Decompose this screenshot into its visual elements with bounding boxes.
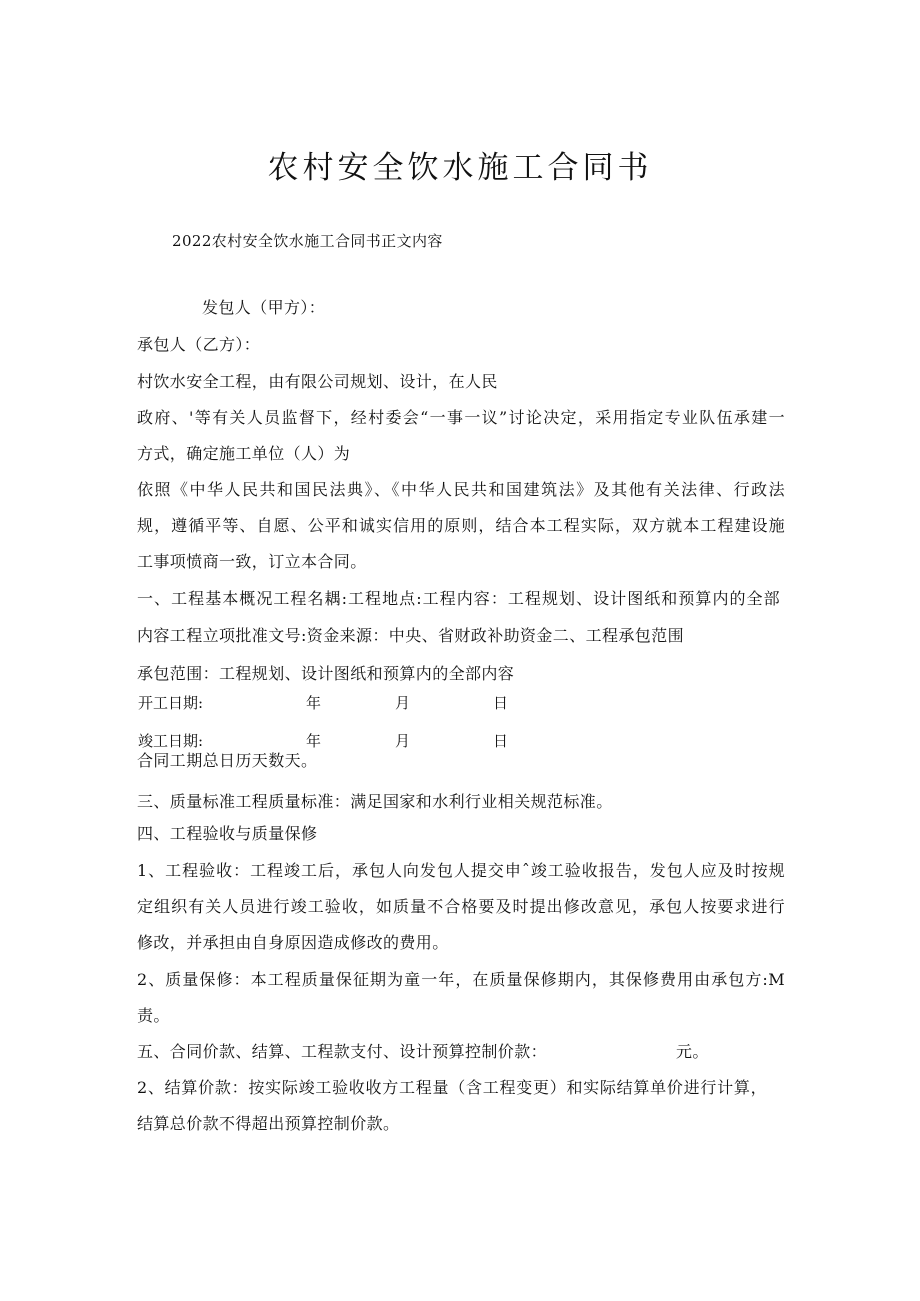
paragraph-line: 工事项愤商一致，订立本合同。 <box>137 552 367 571</box>
document-title: 农村安全饮水施工合同书 <box>267 150 653 186</box>
paragraph-line: 政府、'等有关人员监督下，经村委会“一事一议”讨论决定，采用指定专业队伍承建一 <box>137 408 785 427</box>
price-unit: 元。 <box>676 1042 709 1061</box>
paragraph-line: 修改，并承担由自身原因造成修改的费用。 <box>137 933 449 952</box>
paragraph-line: 合同工期总日历天数天。 <box>137 751 318 770</box>
start-date-month: 月 <box>395 694 411 712</box>
paragraph-line: 依照《中华人民共和国民法典》、《中华人民共和国建筑法》及其他有关法律、行政法 <box>137 480 785 499</box>
party-a-line: 发包人（甲方）： <box>202 298 326 317</box>
end-date-year: 年 <box>306 732 322 750</box>
end-date-day: 日 <box>493 732 509 750</box>
party-b-line: 承包人（乙方）： <box>137 335 261 354</box>
paragraph-line: 方式，确定施工单位（人）为 <box>137 444 351 463</box>
paragraph-line: 1、工程验收：工程竣工后，承包人向发包人提交申ˆ竣工验收报告，发包人应及时按规 <box>137 861 785 880</box>
paragraph-line: 2、质量保修：本工程质量保征期为童一年，在质量保修期内，其保修费用由承包方:M <box>137 970 785 989</box>
document-subtitle: 2022农村安全饮水施工合同书正文内容 <box>172 232 443 250</box>
paragraph-line: 2、结算价款：按实际竣工验收收方工程量（含工程变更）和实际结算单价进行计算， <box>137 1078 767 1097</box>
end-date-month: 月 <box>395 732 411 750</box>
price-line-text: 五、合同价款、结算、工程款支付、设计预算控制价款： <box>137 1042 548 1061</box>
paragraph-line: 村饮水安全工程，由有限公司规划、设计，在人民 <box>137 372 498 391</box>
paragraph-line: 结算总价款不得超出预算控制价款。 <box>137 1114 400 1133</box>
price-line <box>137 1042 709 1062</box>
paragraph-line: 承包范围：工程规划、设计图纸和预算内的全部内容 <box>137 664 515 683</box>
start-date-label: 开工日期: <box>138 694 204 712</box>
section-heading: 四、工程验收与质量保修 <box>137 824 318 843</box>
start-date-day: 日 <box>493 694 509 712</box>
start-date-year: 年 <box>306 694 322 712</box>
paragraph-line: 三、质量标准工程质量标准：满足国家和水利行业相关规范标准。 <box>137 792 613 811</box>
end-date-label: 竣工日期: <box>138 732 204 750</box>
paragraph-line: 定组织有关人员进行竣工验收，如质量不合格要及时提出修改意见，承包人按要求进行 <box>137 897 785 916</box>
paragraph-line: 责。 <box>137 1006 170 1025</box>
paragraph-line: 内容工程立项批准文号:资金来源：中央、省财政补助资金二、工程承包范围 <box>137 626 684 645</box>
paragraph-line: 规，遵循平等、自愿、公平和诚实信用的原则，结合本工程实际，双方就本工程建设施 <box>137 516 785 535</box>
paragraph-line: 一、工程基本概况工程名耦:工程地点:工程内容：工程规划、设计图纸和预算内的全部 <box>137 589 780 608</box>
